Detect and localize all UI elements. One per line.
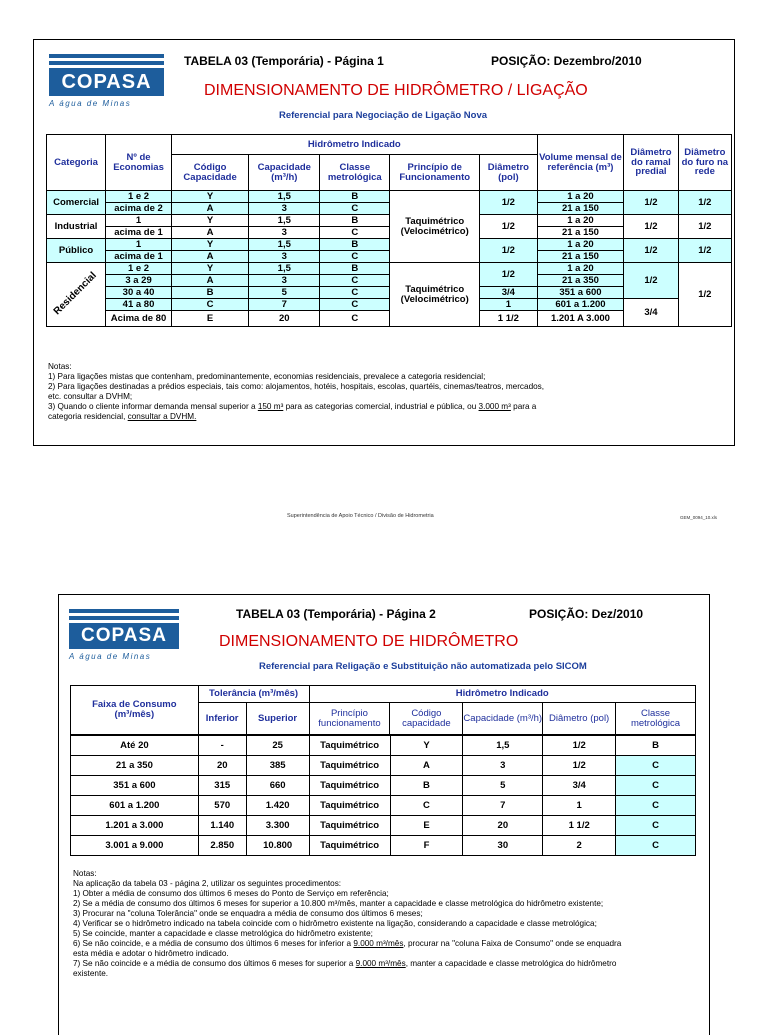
note-3-text: 3) Quando o cliente informar demanda mensal superior a xyxy=(48,402,256,411)
note-3-value: 150 m³ xyxy=(257,402,284,411)
cat-residencial xyxy=(47,263,106,327)
header-inferior: Inferior xyxy=(198,703,246,735)
cell-dia: 3/4 xyxy=(543,776,616,796)
cat-comercial: Comercial xyxy=(47,191,106,215)
note-1: 1) Para ligações mistas que contenham, predominantemente, economias residenciais, prevalece a categoria residencial; xyxy=(48,372,486,381)
cell-ramal: 1/2 xyxy=(624,239,678,263)
header-classe: Classe metrológica xyxy=(616,703,696,735)
cell-pri: Taquimétrico xyxy=(309,736,390,756)
note-2: 2) Para ligações destinadas a prédios especiais, tais como: alojamentos, hotéis, hospitais, escolas, quartéis, cinemas/teatros, mercados, xyxy=(48,382,545,391)
cell-cap: 7 xyxy=(463,796,543,816)
cell-cod: E xyxy=(390,816,463,836)
note-3-cont xyxy=(48,412,723,422)
cell-diametro: 1/2 xyxy=(480,263,537,287)
cell-classe: C xyxy=(320,287,390,299)
cell-codigo: Y xyxy=(171,215,248,227)
cell-classe: B xyxy=(320,239,390,251)
table-row xyxy=(47,215,732,227)
cell-cap: 30 xyxy=(463,836,543,856)
header-principio: Princípio de Funcionamento xyxy=(390,155,480,191)
cell-economias: acima de 1 xyxy=(106,251,172,263)
cell-sup: 10.800 xyxy=(246,836,309,856)
cell-volume: 1 a 20 xyxy=(537,191,624,203)
cell-volume: 1.201 A 3.000 xyxy=(537,311,624,327)
cell-principio-1: Taquimétrico (Velocimétrico) xyxy=(390,191,480,263)
cell-furo: 1/2 xyxy=(678,263,731,327)
note-5: 5) Se coincide, manter a capacidade e classe metrológica do hidrômetro existente; xyxy=(73,929,373,938)
cell-classe: C xyxy=(320,275,390,287)
cell-sup: 25 xyxy=(246,736,309,756)
cell-codigo: Y xyxy=(171,263,248,275)
cell-classe: C xyxy=(320,227,390,239)
note-7 xyxy=(73,959,698,969)
header-furo: Diâmetro do furo na rede xyxy=(678,135,731,191)
cell-codigo: Y xyxy=(171,191,248,203)
cell-pri: Taquimétrico xyxy=(309,816,390,836)
cell-dia: 1/2 xyxy=(543,736,616,756)
logo-slogan: A água de Minas xyxy=(69,652,152,661)
table-row xyxy=(47,299,732,311)
cell-dia: 1 xyxy=(543,796,616,816)
header-principio: Princípio funcionamento xyxy=(309,703,390,735)
note-6-text: , procurar na "coluna Faixa de Consumo" onde se enquadra xyxy=(403,939,622,948)
table-row xyxy=(47,191,732,203)
cell-volume: 1 a 20 xyxy=(537,239,624,251)
logo-slogan: A água de Minas xyxy=(49,99,132,108)
hydrometer-table-2-body xyxy=(70,735,696,856)
table-row xyxy=(71,836,696,856)
cell-dia: 1/2 xyxy=(543,756,616,776)
cell-capacidade: 3 xyxy=(249,275,320,287)
cell-economias: 41 a 80 xyxy=(106,299,172,311)
cell-ramal: 1/2 xyxy=(624,215,678,239)
cell-faixa: 1.201 a 3.000 xyxy=(71,816,199,836)
cell-pri: Taquimétrico xyxy=(309,796,390,816)
table-header-right: POSIÇÃO: Dezembro/2010 xyxy=(491,54,642,68)
cell-economias: 1 xyxy=(106,239,172,251)
logo-text: COPASA xyxy=(49,68,164,96)
note-3: 3) Procurar na "coluna Tolerância" onde se enquadra a média de consumo dos últimos 6 meses; xyxy=(73,909,423,918)
header-hidrometro: Hidrômetro Indicado xyxy=(171,135,537,155)
table-header-left: TABELA 03 (Temporária) - Página 1 xyxy=(184,54,384,68)
cell-furo: 1/2 xyxy=(678,239,731,263)
note-7-value: 9.000 m³/mês xyxy=(355,959,406,968)
cell-cod: C xyxy=(390,796,463,816)
cell-capacidade: 5 xyxy=(249,287,320,299)
cell-classe: B xyxy=(320,215,390,227)
note-1: 1) Obter a média de consumo dos últimos 6 meses do Ponto de Serviço em referência; xyxy=(73,889,389,898)
copasa-logo xyxy=(69,609,179,661)
cell-volume: 21 a 150 xyxy=(537,203,624,215)
cell-sup: 660 xyxy=(246,776,309,796)
cell-capacidade: 1,5 xyxy=(249,239,320,251)
cell-volume: 21 a 150 xyxy=(537,227,624,239)
cell-cls: C xyxy=(616,836,696,856)
cell-classe: C xyxy=(320,311,390,327)
note-6-text: 6) Se não coincide, e a média de consumo dos últimos 6 meses for inferior a xyxy=(73,939,352,948)
table-header-left: TABELA 03 (Temporária) - Página 2 xyxy=(236,607,436,621)
footer-right: GEM_0094_10.xls xyxy=(680,515,718,520)
header-superior: Superior xyxy=(246,703,309,735)
header-tolerancia: Tolerância (m³/mês) xyxy=(198,686,309,703)
cell-codigo: A xyxy=(171,227,248,239)
cell-codigo: E xyxy=(171,311,248,327)
cell-cap: 1,5 xyxy=(463,736,543,756)
page-subtitle: Referencial para Negociação de Ligação Nova xyxy=(279,110,488,121)
table-row xyxy=(47,239,732,251)
cell-cls: C xyxy=(616,776,696,796)
page-title: DIMENSIONAMENTO DE HIDRÔMETRO / LIGAÇÃO xyxy=(204,82,588,99)
note-3-text: para as categorias comercial, industrial e pública, ou xyxy=(285,402,477,411)
sheet-page-1 xyxy=(33,39,735,446)
cell-faixa: 351 a 600 xyxy=(71,776,199,796)
note-7-text: 7) Se não coincide e a média de consumo dos últimos 6 meses for superior a xyxy=(73,959,354,968)
notes-page-1 xyxy=(48,362,723,422)
copasa-logo xyxy=(49,54,164,108)
note-6 xyxy=(73,939,698,949)
cell-sup: 1.420 xyxy=(246,796,309,816)
cat-industrial: Industrial xyxy=(47,215,106,239)
cell-inf: 2.850 xyxy=(198,836,246,856)
notes-page-2 xyxy=(73,869,698,979)
cell-cap: 20 xyxy=(463,816,543,836)
cell-sup: 3.300 xyxy=(246,816,309,836)
hydrometer-table-1 xyxy=(46,134,732,327)
header-volume: Volume mensal de referência (m³) xyxy=(537,135,624,191)
cell-cls: C xyxy=(616,816,696,836)
header-diametro: Diâmetro (pol) xyxy=(543,703,616,735)
cell-cod: B xyxy=(390,776,463,796)
hydrometer-table-2 xyxy=(70,685,696,735)
cell-codigo: B xyxy=(171,287,248,299)
note-3-text: categoria residencial, xyxy=(48,412,126,421)
table-row xyxy=(47,263,732,275)
note-6-value: 9.000 m³/mês xyxy=(353,939,404,948)
table-row xyxy=(71,776,696,796)
cell-pri: Taquimétrico xyxy=(309,836,390,856)
sheet-page-2 xyxy=(58,594,710,1035)
cell-codigo: A xyxy=(171,275,248,287)
cell-faixa: 3.001 a 9.000 xyxy=(71,836,199,856)
header-ramal: Diâmetro do ramal predial xyxy=(624,135,678,191)
logo-text: COPASA xyxy=(69,623,179,649)
header-codigo: Código capacidade xyxy=(390,703,463,735)
cell-capacidade: 3 xyxy=(249,227,320,239)
cell-economias: Acima de 80 xyxy=(106,311,172,327)
header-capacidade: Capacidade (m³/h) xyxy=(249,155,320,191)
footer-center: Superintendência de Apoio Técnico / Divisão de Hidrometria xyxy=(287,513,434,519)
cell-diametro: 3/4 xyxy=(480,287,537,299)
table-header-right: POSIÇÃO: Dez/2010 xyxy=(529,607,644,621)
cell-capacidade: 1,5 xyxy=(249,215,320,227)
cell-classe: C xyxy=(320,251,390,263)
cell-economias: 1 e 2 xyxy=(106,191,172,203)
cell-classe: C xyxy=(320,203,390,215)
cell-sup: 385 xyxy=(246,756,309,776)
table-row xyxy=(71,736,696,756)
cell-economias: 1 xyxy=(106,215,172,227)
note-3-value: 3.000 m³ xyxy=(478,402,511,411)
cell-diametro: 1 xyxy=(480,299,537,311)
cell-faixa: Até 20 xyxy=(71,736,199,756)
header-codigo: Código Capacidade xyxy=(171,155,248,191)
cell-volume: 601 a 1.200 xyxy=(537,299,624,311)
cell-inf: 20 xyxy=(198,756,246,776)
cell-cls: C xyxy=(616,796,696,816)
page-subtitle: Referencial para Religação e Substituição não automatizada pelo SICOM xyxy=(259,661,587,672)
header-diametro: Diâmetro (pol) xyxy=(480,155,537,191)
cell-diametro: 1/2 xyxy=(480,239,537,263)
cell-principio-2: Taquimétrico (Velocimétrico) xyxy=(390,263,480,327)
cell-capacidade: 7 xyxy=(249,299,320,311)
cat-residencial-label: Residencial xyxy=(51,270,100,318)
cell-diametro: 1/2 xyxy=(480,215,537,239)
cell-economias: 30 a 40 xyxy=(106,287,172,299)
note-7-cont: existente. xyxy=(73,969,109,978)
cell-diametro: 1/2 xyxy=(480,191,537,215)
table-row xyxy=(71,756,696,776)
cell-economias: acima de 1 xyxy=(106,227,172,239)
note-2: 2) Se a média de consumo dos últimos 6 meses for superior a 10.800 m³/mês, manter a capacidade e classe metrológica do hidrômetro existente; xyxy=(73,899,604,908)
cell-ramal: 3/4 xyxy=(624,299,678,327)
cell-volume: 21 a 350 xyxy=(537,275,624,287)
cat-publico: Público xyxy=(47,239,106,263)
note-2-cont: etc. consultar a DVHM; xyxy=(48,392,133,401)
cell-cap: 3 xyxy=(463,756,543,776)
cell-inf: 1.140 xyxy=(198,816,246,836)
cell-inf: - xyxy=(198,736,246,756)
cell-classe: B xyxy=(320,263,390,275)
header-hidrometro: Hidrômetro Indicado xyxy=(309,686,696,703)
cell-furo: 1/2 xyxy=(678,191,731,215)
cell-economias: acima de 2 xyxy=(106,203,172,215)
header-economias: Nº de Economias xyxy=(106,135,172,191)
cell-codigo: A xyxy=(171,251,248,263)
cell-ramal: 1/2 xyxy=(624,263,678,299)
cell-cod: F xyxy=(390,836,463,856)
note-3 xyxy=(48,402,723,412)
note-6-cont: esta média e adotar o hidrômetro indicado. xyxy=(73,949,229,958)
cell-pri: Taquimétrico xyxy=(309,756,390,776)
header-faixa: Faixa de Consumo (m³/mês) xyxy=(71,686,199,735)
header-classe: Classe metrológica xyxy=(320,155,390,191)
cell-capacidade: 1,5 xyxy=(249,191,320,203)
cell-codigo: A xyxy=(171,203,248,215)
cell-volume: 351 a 600 xyxy=(537,287,624,299)
cell-cap: 5 xyxy=(463,776,543,796)
cell-capacidade: 1,5 xyxy=(249,263,320,275)
cell-volume: 1 a 20 xyxy=(537,215,624,227)
cell-economias: 3 a 29 xyxy=(106,275,172,287)
cell-pri: Taquimétrico xyxy=(309,776,390,796)
table-row xyxy=(71,796,696,816)
page-title: DIMENSIONAMENTO DE HIDRÔMETRO xyxy=(219,633,519,650)
cell-classe: B xyxy=(320,191,390,203)
cell-dia: 2 xyxy=(543,836,616,856)
note-7-text: , manter a capacidade e classe metrológica do hidrômetro xyxy=(405,959,617,968)
header-categoria: Categoria xyxy=(47,135,106,191)
notes-title: Notas: xyxy=(48,362,72,371)
cell-cls: C xyxy=(616,756,696,776)
cell-capacidade: 20 xyxy=(249,311,320,327)
cell-faixa: 21 a 350 xyxy=(71,756,199,776)
note-3-link: consultar a DVHM. xyxy=(127,412,197,421)
cell-classe: C xyxy=(320,299,390,311)
cell-cod: Y xyxy=(390,736,463,756)
cell-economias: 1 e 2 xyxy=(106,263,172,275)
cell-cls: B xyxy=(616,736,696,756)
table-row xyxy=(71,816,696,836)
note-4: 4) Verificar se o hidrômetro indicado na tabela coincide com o hidrômetro existente na ligação, considerando a capacidade e classe metrológica; xyxy=(73,919,597,928)
cell-capacidade: 3 xyxy=(249,203,320,215)
cell-dia: 1 1/2 xyxy=(543,816,616,836)
cell-capacidade: 3 xyxy=(249,251,320,263)
cell-inf: 315 xyxy=(198,776,246,796)
notes-title: Notas: xyxy=(73,869,97,878)
header-capacidade: Capacidade (m³/h) xyxy=(463,703,543,735)
note-3-text: para a xyxy=(513,402,537,411)
cell-furo: 1/2 xyxy=(678,215,731,239)
cell-ramal: 1/2 xyxy=(624,191,678,215)
cell-inf: 570 xyxy=(198,796,246,816)
cell-volume: 1 a 20 xyxy=(537,263,624,275)
note-intro: Na aplicação da tabela 03 - página 2, utilizar os seguintes procedimentos: xyxy=(73,879,342,888)
cell-cod: A xyxy=(390,756,463,776)
cell-codigo: Y xyxy=(171,239,248,251)
cell-diametro: 1 1/2 xyxy=(480,311,537,327)
cell-volume: 21 a 150 xyxy=(537,251,624,263)
cell-codigo: C xyxy=(171,299,248,311)
cell-faixa: 601 a 1.200 xyxy=(71,796,199,816)
